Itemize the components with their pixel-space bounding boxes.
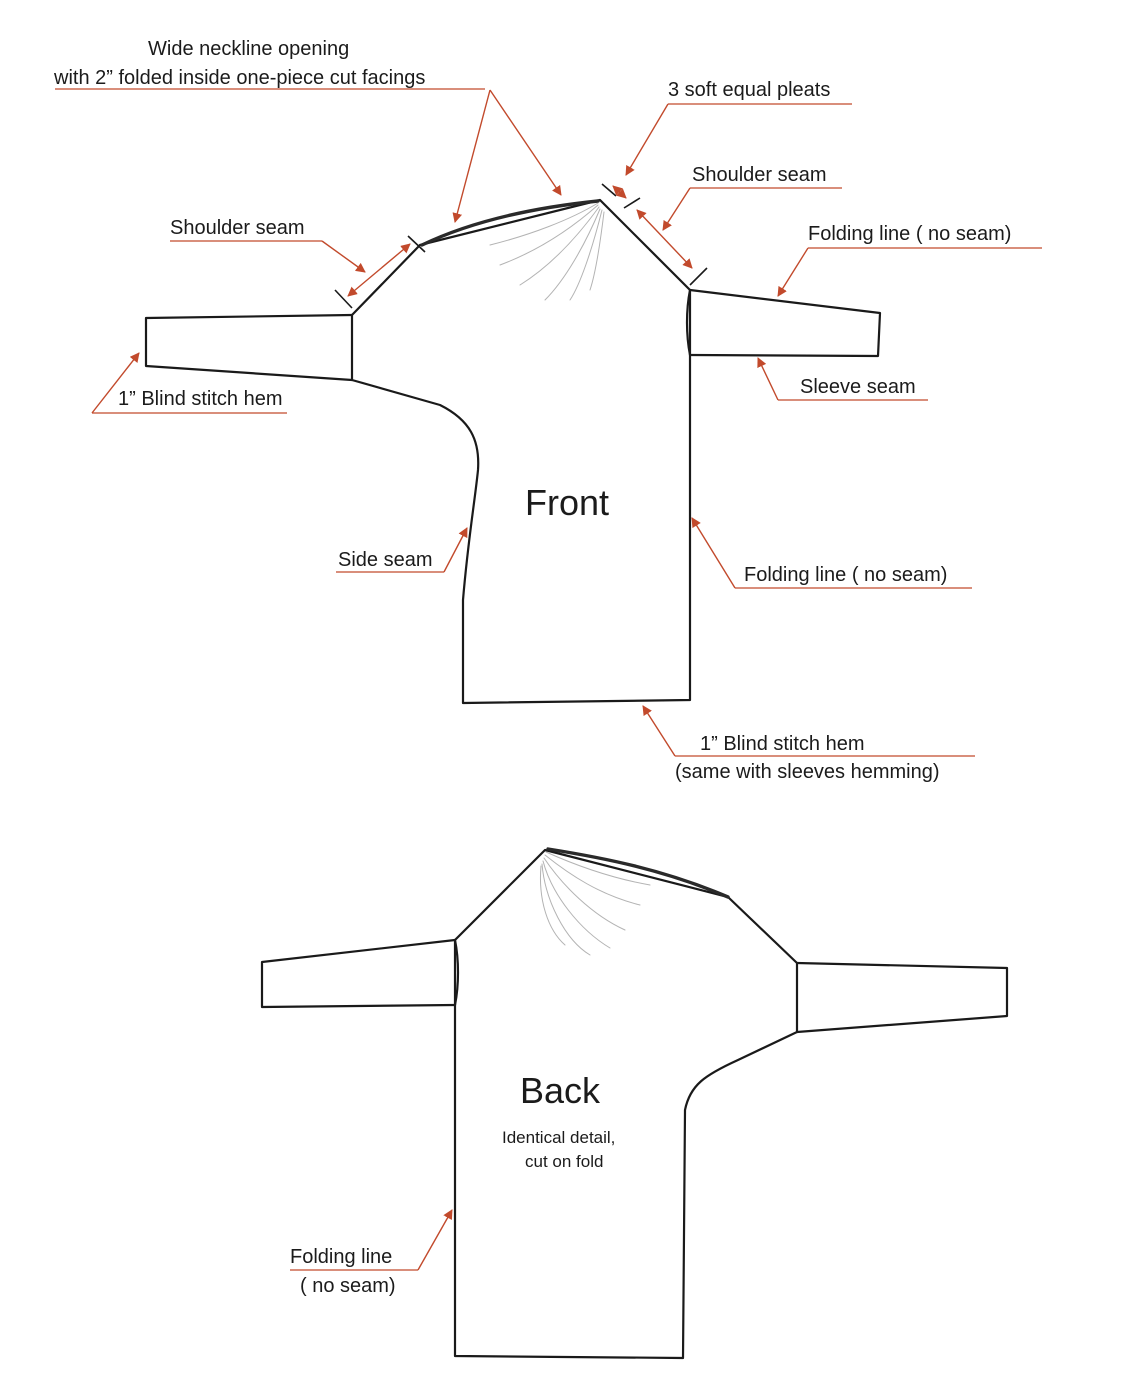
front-garment: [146, 184, 880, 703]
neckline-tick-right: [602, 184, 616, 196]
back-annotation-labels: [290, 1070, 615, 1297]
back-body-outline: [455, 850, 797, 1358]
label-back-folding-line-1: Folding line: [290, 1246, 393, 1268]
label-hem-line2: (same with sleeves hemming): [675, 761, 940, 783]
front-right-sleeve: [690, 290, 880, 356]
front-title: Front: [525, 482, 610, 523]
back-note-line1: Identical detail,: [502, 1128, 616, 1147]
back-note-line2: cut on fold: [525, 1152, 604, 1171]
label-neckline-line1: Wide neckline opening: [148, 38, 350, 60]
label-folding-line-sleeve: Folding line ( no seam): [808, 223, 1012, 245]
front-annotation-leaders: [55, 89, 1042, 756]
label-side-seam: Side seam: [338, 549, 433, 571]
label-shoulder-seam-left: Shoulder seam: [170, 217, 305, 239]
front-annotation-labels: [53, 38, 1011, 783]
label-folding-line-body: Folding line ( no seam): [744, 564, 948, 586]
back-title: Back: [520, 1070, 601, 1111]
label-shoulder-seam-right: Shoulder seam: [692, 164, 827, 186]
front-body-outline: [352, 200, 690, 703]
shoulder-tick-right-bottom: [690, 268, 707, 285]
back-right-sleeve: [797, 963, 1007, 1032]
label-neckline-line2: with 2” folded inside one-piece cut facings: [54, 67, 426, 89]
front-left-sleeve: [146, 315, 352, 380]
label-pleats: 3 soft equal pleats: [668, 79, 831, 101]
back-left-sleeve: [262, 940, 455, 1007]
label-back-folding-line-2: ( no seam): [300, 1275, 396, 1297]
label-hem-line1: 1” Blind stitch hem: [700, 733, 865, 755]
label-blind-stitch-sleeve: 1” Blind stitch hem: [118, 388, 283, 410]
shoulder-tick-left: [335, 290, 352, 308]
shoulder-tick-right-top: [624, 198, 640, 208]
label-sleeve-seam: Sleeve seam: [800, 376, 916, 398]
